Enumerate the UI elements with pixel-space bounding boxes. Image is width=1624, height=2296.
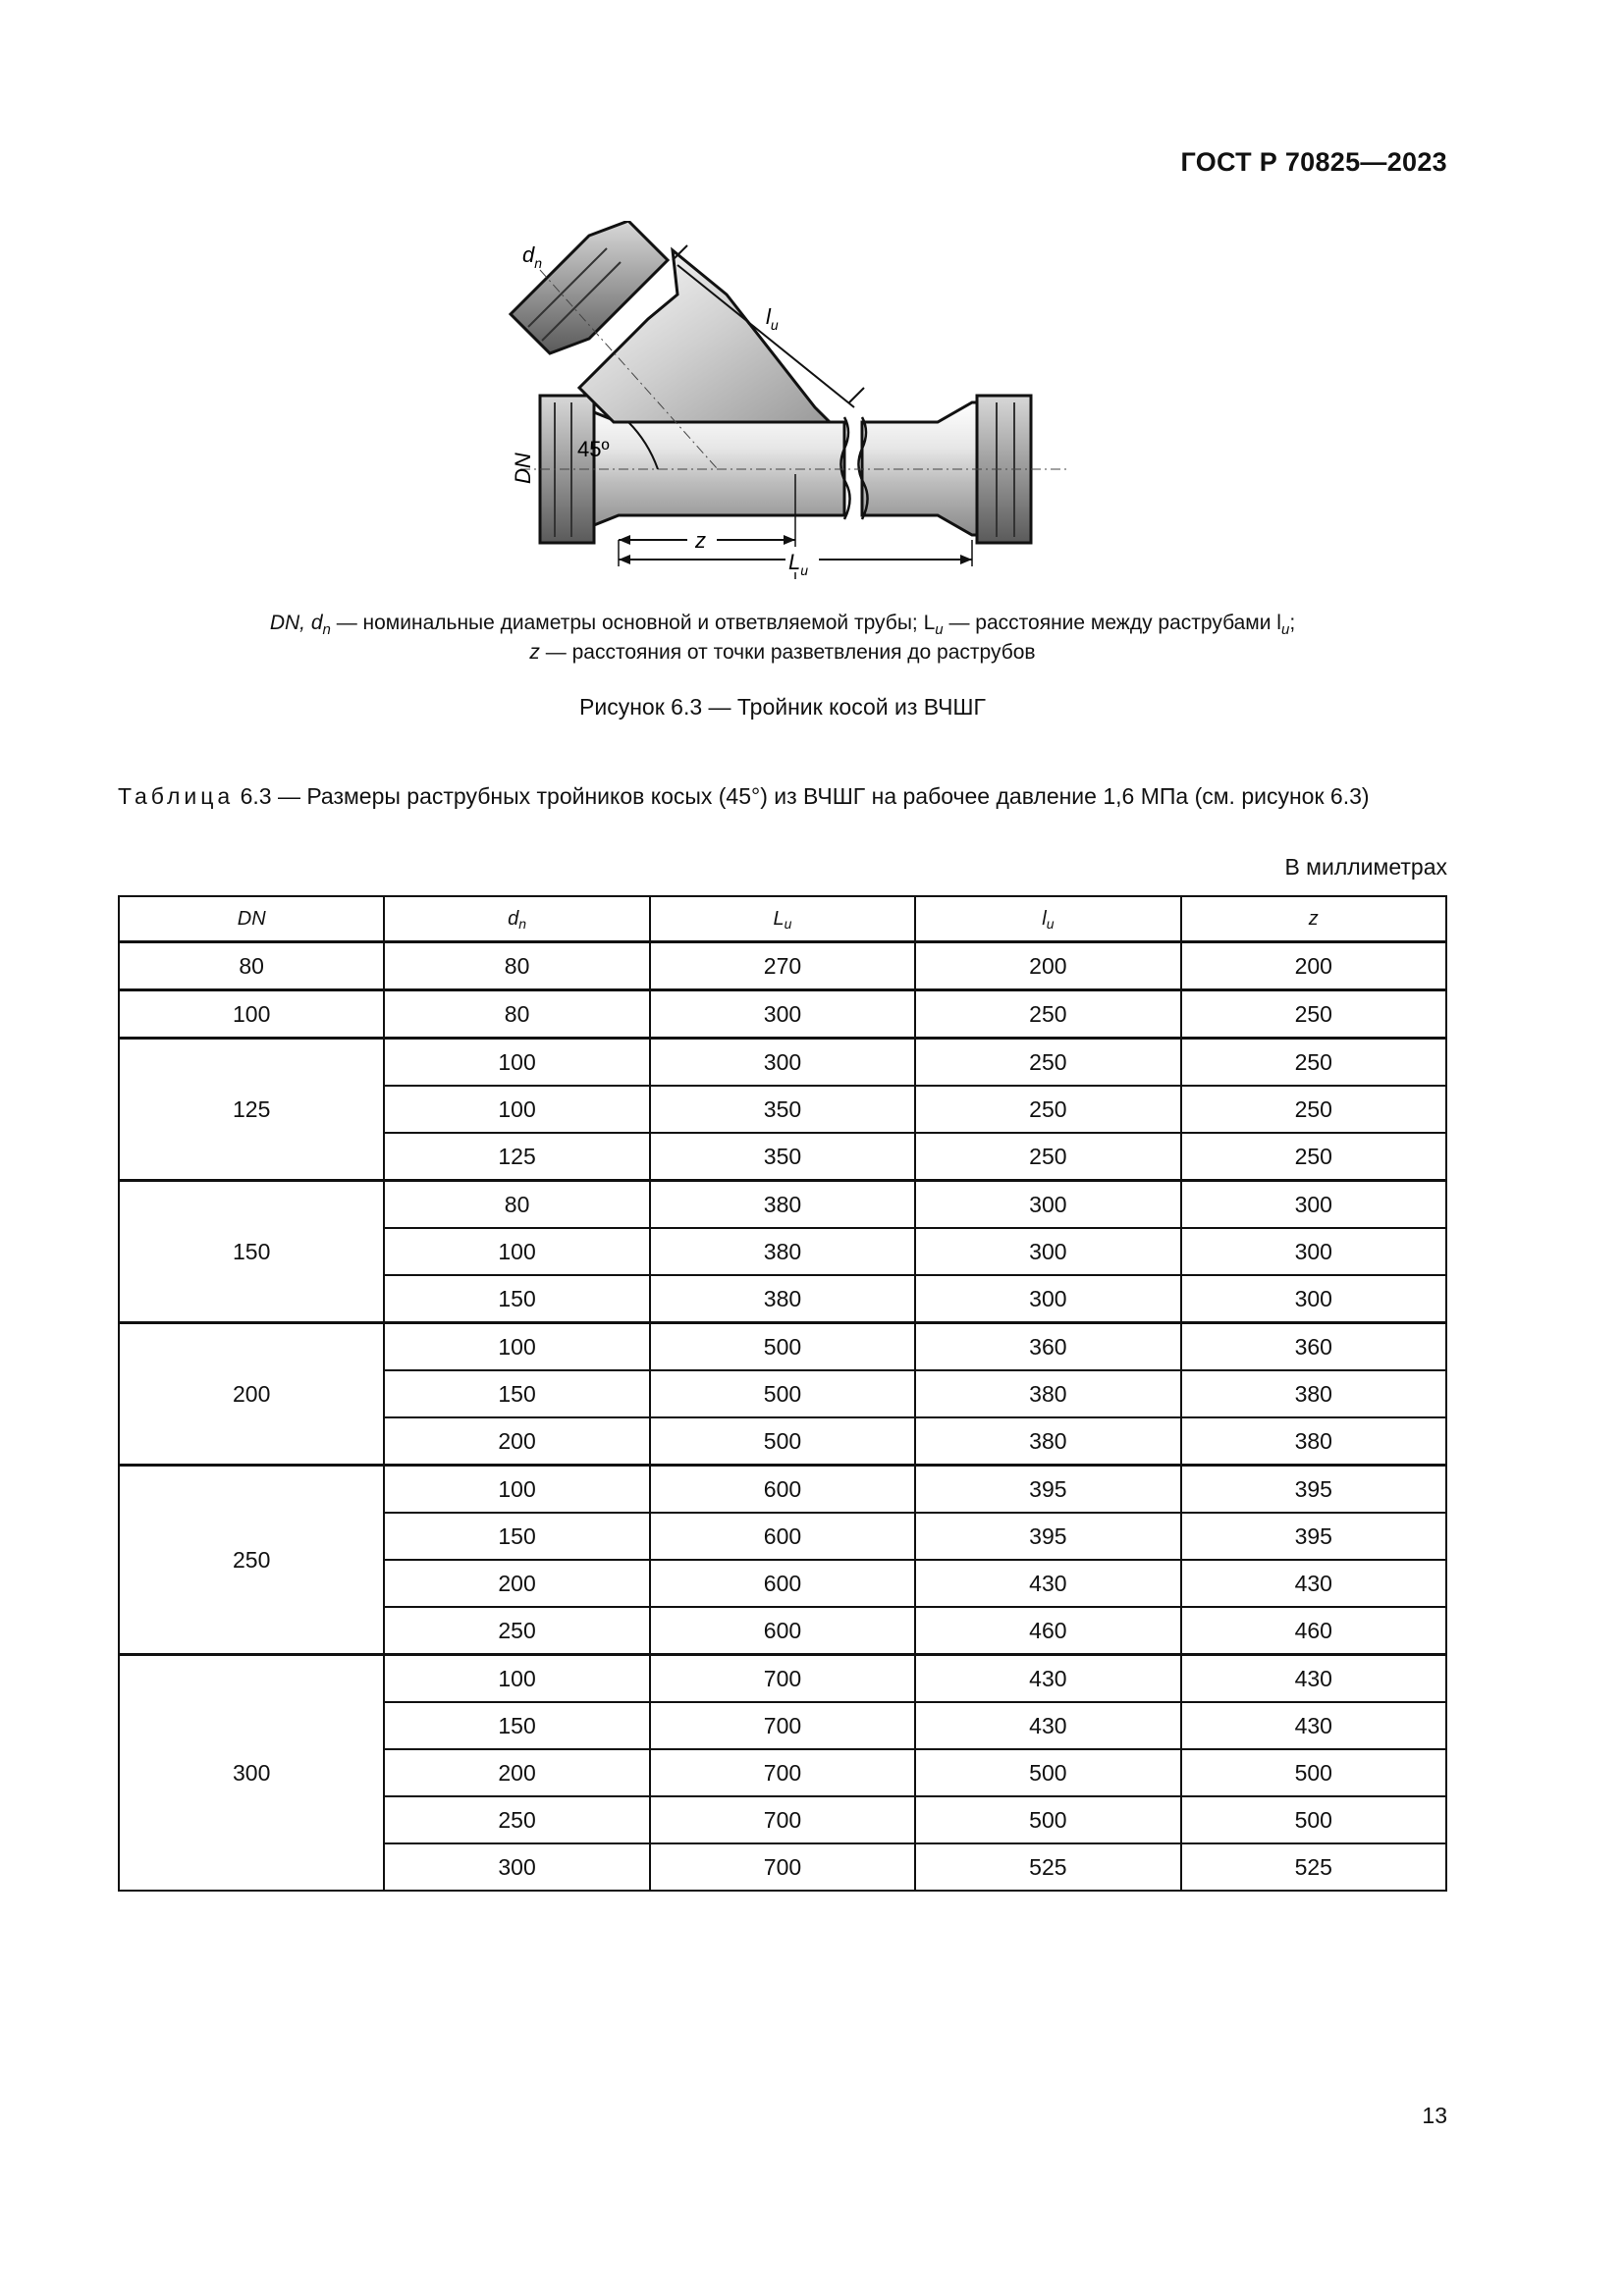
lu-small-label: $l_u$: [766, 304, 779, 333]
cell-Lu: 700: [650, 1702, 915, 1749]
tee-drawing: [481, 221, 1129, 584]
cell-Lu: 600: [650, 1607, 915, 1655]
cell-dn-branch: 100: [384, 1323, 649, 1371]
table-row: [119, 1039, 1446, 1087]
cell-dn-branch: 80: [384, 1181, 649, 1229]
table-row: [119, 1466, 1446, 1514]
header-Lu: $L_u$: [650, 896, 915, 942]
cell-dn-branch: 100: [384, 1228, 649, 1275]
cell-z: 430: [1181, 1560, 1446, 1607]
cell-dn-branch: 250: [384, 1796, 649, 1843]
table-title-text: 6.3 — Размеры раструбных тройников косых (45°) из ВЧШГ на рабочее давление 1,6 МПа (см. рисунок 6.3): [234, 783, 1370, 809]
cell-dn: 300: [119, 1655, 384, 1892]
cell-dn-branch: 100: [384, 1039, 649, 1087]
header-dn: DN: [119, 896, 384, 942]
cell-dn-branch: 200: [384, 1560, 649, 1607]
cell-dn-branch: 125: [384, 1133, 649, 1181]
cell-dn-branch: 100: [384, 1655, 649, 1703]
cell-Lu: 500: [650, 1370, 915, 1417]
cell-lu: 250: [915, 1039, 1180, 1087]
cell-dn-branch: 150: [384, 1513, 649, 1560]
cell-Lu: 270: [650, 942, 915, 990]
cell-Lu: 500: [650, 1417, 915, 1466]
cell-dn: 80: [119, 942, 384, 990]
cell-lu: 395: [915, 1466, 1180, 1514]
cell-dn: 125: [119, 1039, 384, 1181]
table-title: [118, 780, 1447, 812]
cell-dn-branch: 150: [384, 1370, 649, 1417]
cell-dn-branch: 300: [384, 1843, 649, 1891]
cell-z: 500: [1181, 1749, 1446, 1796]
cell-lu: 380: [915, 1370, 1180, 1417]
cell-lu: 250: [915, 1086, 1180, 1133]
cell-dn-branch: 150: [384, 1702, 649, 1749]
cell-lu: 200: [915, 942, 1180, 990]
cell-Lu: 600: [650, 1466, 915, 1514]
cell-z: 430: [1181, 1655, 1446, 1703]
cell-z: 380: [1181, 1417, 1446, 1466]
table-row: [119, 1655, 1446, 1703]
angle-label: 45º: [577, 437, 610, 461]
cell-z: 250: [1181, 990, 1446, 1039]
cell-Lu: 380: [650, 1228, 915, 1275]
header-z: z: [1181, 896, 1446, 942]
cell-lu: 500: [915, 1796, 1180, 1843]
cell-z: 395: [1181, 1513, 1446, 1560]
cell-z: 300: [1181, 1275, 1446, 1323]
cell-lu: 250: [915, 990, 1180, 1039]
legend-line-1: DN, $d_n$ — номинальные диаметры основной и ответвляемой трубы; $L_u$ — расстояние между раструбами $l_u$;: [269, 612, 1296, 638]
cell-lu: 250: [915, 1133, 1180, 1181]
cell-lu: 360: [915, 1323, 1180, 1371]
table-label: Таблица: [118, 783, 235, 809]
table-row: [119, 990, 1446, 1039]
cell-lu: 300: [915, 1275, 1180, 1323]
cell-Lu: 300: [650, 990, 915, 1039]
cell-Lu: 300: [650, 1039, 915, 1087]
cell-Lu: 700: [650, 1843, 915, 1891]
figure-legend: [118, 609, 1447, 667]
table-row: [119, 1181, 1446, 1229]
cell-lu: 500: [915, 1749, 1180, 1796]
document-code: ГОСТ Р 70825—2023: [1180, 147, 1447, 177]
cell-dn-branch: 100: [384, 1466, 649, 1514]
cell-dn: 200: [119, 1323, 384, 1466]
table-body: [119, 942, 1446, 1892]
cell-lu: 300: [915, 1228, 1180, 1275]
cell-lu: 430: [915, 1560, 1180, 1607]
Lu-large-label: $L_u$: [788, 550, 809, 578]
cell-z: 430: [1181, 1702, 1446, 1749]
cell-Lu: 700: [650, 1749, 915, 1796]
figure-caption: Рисунок 6.3 — Тройник косой из ВЧШГ: [579, 694, 986, 720]
cell-dn-branch: 200: [384, 1417, 649, 1466]
cell-Lu: 500: [650, 1323, 915, 1371]
cell-dn-branch: 200: [384, 1749, 649, 1796]
cell-z: 300: [1181, 1181, 1446, 1229]
cell-Lu: 350: [650, 1133, 915, 1181]
cell-lu: 380: [915, 1417, 1180, 1466]
table-row: [119, 1323, 1446, 1371]
page-number: 13: [1422, 2103, 1447, 2128]
cell-z: 525: [1181, 1843, 1446, 1891]
cell-z: 300: [1181, 1228, 1446, 1275]
legend-line-2: z — расстояния от точки разветвления до раструбов: [529, 641, 1036, 664]
cell-Lu: 700: [650, 1655, 915, 1703]
cell-Lu: 600: [650, 1513, 915, 1560]
cell-lu: 430: [915, 1655, 1180, 1703]
cell-lu: 460: [915, 1607, 1180, 1655]
cell-dn-branch: 100: [384, 1086, 649, 1133]
cell-z: 250: [1181, 1133, 1446, 1181]
cell-Lu: 600: [650, 1560, 915, 1607]
cell-dn: 100: [119, 990, 384, 1039]
cell-z: 500: [1181, 1796, 1446, 1843]
cell-dn-branch: 150: [384, 1275, 649, 1323]
cell-Lu: 350: [650, 1086, 915, 1133]
cell-z: 250: [1181, 1086, 1446, 1133]
cell-z: 200: [1181, 942, 1446, 990]
header-dn-branch: $d_n$: [384, 896, 649, 942]
cell-lu: 395: [915, 1513, 1180, 1560]
cell-lu: 430: [915, 1702, 1180, 1749]
cell-z: 380: [1181, 1370, 1446, 1417]
cell-dn: 250: [119, 1466, 384, 1655]
figure-oblique-tee: [481, 221, 1129, 584]
dimensions-table: [118, 895, 1447, 1892]
dn-main-label: DN: [511, 453, 535, 484]
branch-pipe: [511, 221, 830, 422]
table-units: В миллиметрах: [1284, 854, 1447, 880]
cell-dn-branch: 250: [384, 1607, 649, 1655]
dn-branch-label: $d_n$: [522, 242, 543, 271]
table-header-row: [119, 896, 1446, 942]
cell-dn-branch: 80: [384, 990, 649, 1039]
table-row: [119, 942, 1446, 990]
header-lu: $l_u$: [915, 896, 1180, 942]
cell-z: 250: [1181, 1039, 1446, 1087]
cell-Lu: 700: [650, 1796, 915, 1843]
cell-Lu: 380: [650, 1181, 915, 1229]
cell-lu: 525: [915, 1843, 1180, 1891]
cell-z: 360: [1181, 1323, 1446, 1371]
cell-lu: 300: [915, 1181, 1180, 1229]
cell-z: 395: [1181, 1466, 1446, 1514]
z-label: z: [695, 528, 706, 553]
cell-Lu: 380: [650, 1275, 915, 1323]
cell-dn-branch: 80: [384, 942, 649, 990]
cell-z: 460: [1181, 1607, 1446, 1655]
cell-dn: 150: [119, 1181, 384, 1323]
